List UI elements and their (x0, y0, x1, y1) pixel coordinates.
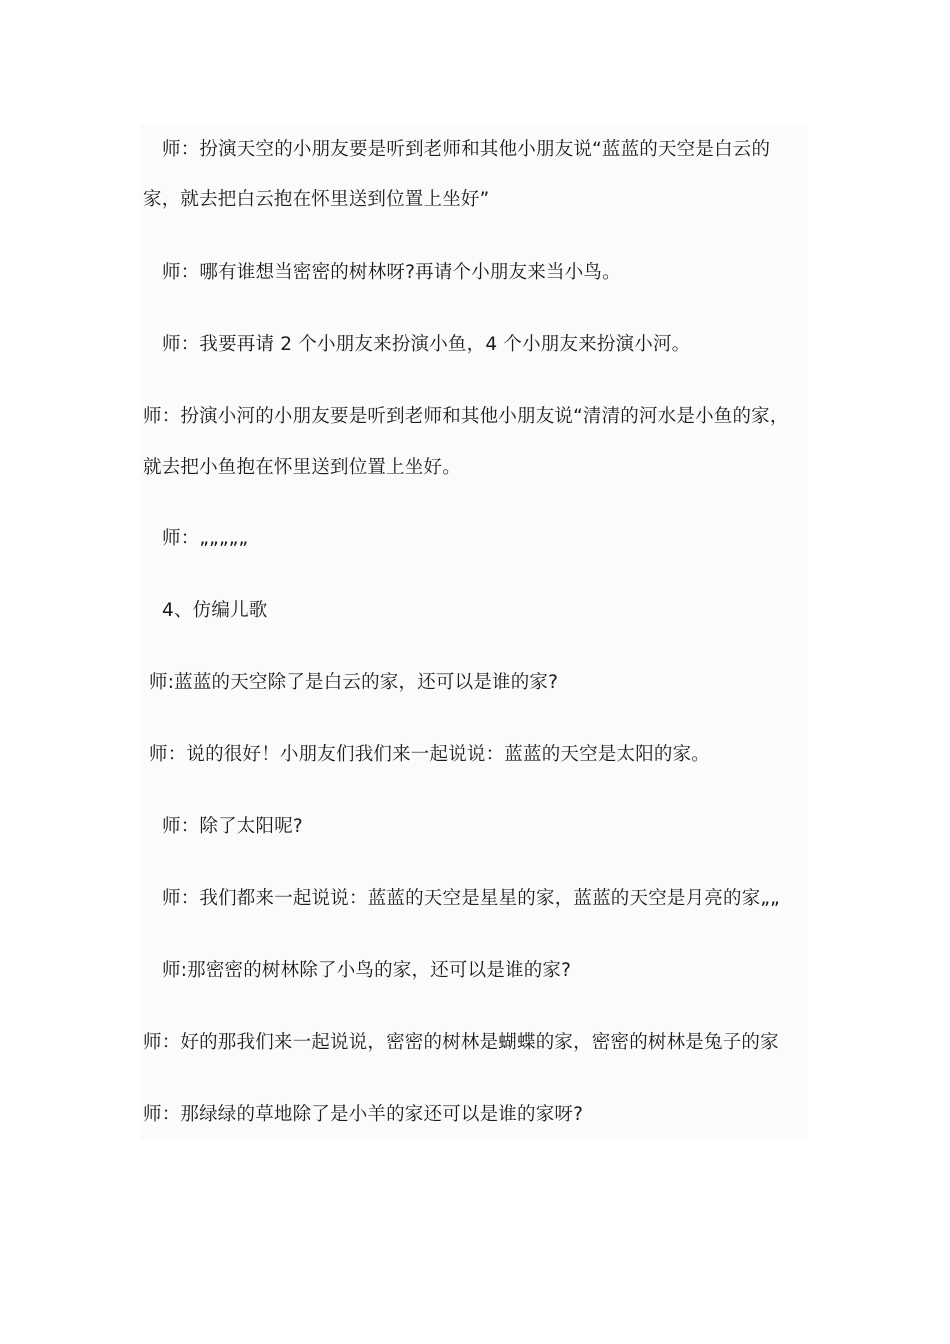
paragraph-line: 师：„„„„„ (162, 528, 249, 549)
paragraph-line: 师：我们都来一起说说：蓝蓝的天空是星星的家，蓝蓝的天空是月亮的家„„ (162, 888, 780, 909)
paragraph-line: 师：扮演小河的小朋友要是听到老师和其他小朋友说“清清的河水是小鱼的家， (143, 406, 789, 427)
paragraph-line: 师：那绿绿的草地除了是小羊的家还可以是谁的家呀? (143, 1104, 584, 1125)
section-heading: 4、仿编儿歌 (162, 600, 268, 621)
paragraph-line: 就去把小鱼抱在怀里送到位置上坐好。 (143, 457, 461, 478)
document-body (140, 124, 808, 1140)
paragraph-line: 师：我要再请 2 个小朋友来扮演小鱼，4 个小朋友来扮演小河。 (162, 334, 691, 355)
paragraph-line: 师：哪有谁想当密密的树林呀?再请个小朋友来当小鸟。 (162, 262, 621, 283)
paragraph-line: 师：扮演天空的小朋友要是听到老师和其他小朋友说“蓝蓝的天空是白云的 (162, 139, 771, 160)
paragraph-line: 家，就去把白云抱在怀里送到位置上坐好” (143, 189, 490, 210)
paragraph-line: 师:那密密的树林除了小鸟的家，还可以是谁的家? (162, 960, 572, 981)
paragraph-line: 师：说的很好！小朋友们我们来一起说说：蓝蓝的天空是太阳的家。 (149, 744, 711, 765)
paragraph-line: 师：好的那我们来一起说说，密密的树林是蝴蝶的家，密密的树林是兔子的家 (143, 1032, 779, 1053)
paragraph-line: 师：除了太阳呢? (162, 816, 303, 837)
paragraph-line: 师:蓝蓝的天空除了是白云的家，还可以是谁的家? (149, 672, 559, 693)
